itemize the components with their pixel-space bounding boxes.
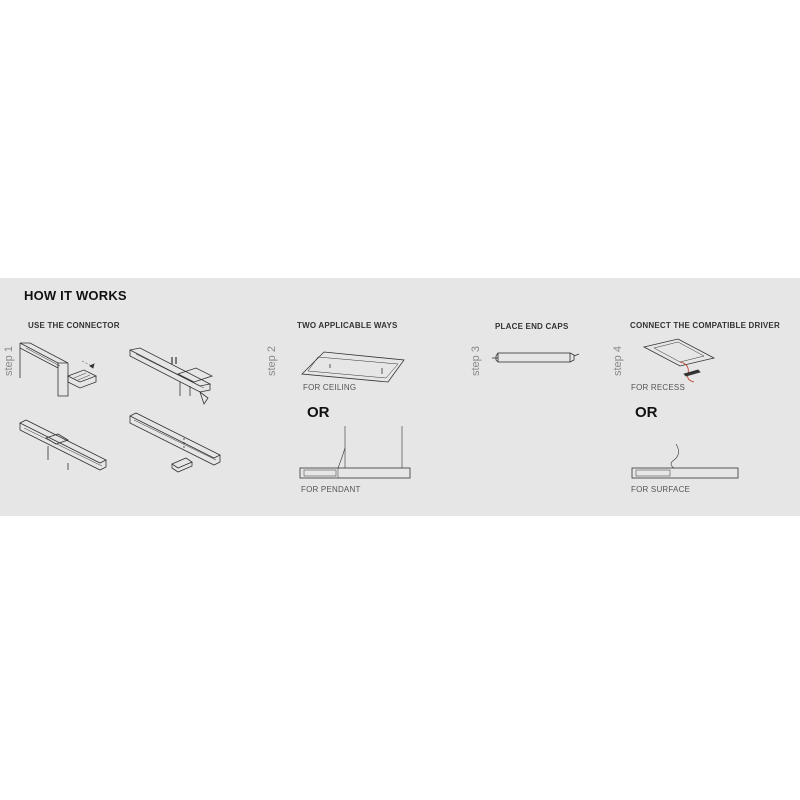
step1-heading: USE THE CONNECTOR: [28, 321, 120, 330]
pendant-fixture-illustration: [300, 426, 410, 478]
connector-profile-illustration-1: [20, 343, 68, 396]
step3-heading: PLACE END CAPS: [495, 322, 569, 331]
recess-driver-illustration: [644, 339, 714, 382]
step2-heading: TWO APPLICABLE WAYS: [297, 321, 398, 330]
end-caps-illustration: [492, 353, 579, 362]
step4-heading: CONNECT THE COMPATIBLE DRIVER: [630, 321, 780, 330]
how-it-works-panel: [0, 278, 800, 516]
connector-piece-icon-1: [68, 361, 96, 388]
connector-profile-illustration-4: [130, 413, 220, 472]
step2-or-text: OR: [307, 404, 330, 421]
for-ceiling-caption: FOR CEILING: [303, 383, 357, 392]
step3-label: step 3: [470, 346, 482, 376]
connector-profile-illustration-2: [130, 348, 212, 404]
step4-label: step 4: [612, 346, 624, 376]
for-pendant-caption: FOR PENDANT: [301, 485, 361, 494]
for-surface-caption: FOR SURFACE: [631, 485, 691, 494]
step4-or-text: OR: [635, 404, 658, 421]
step1-label: step 1: [3, 346, 15, 376]
for-recess-caption: FOR RECESS: [631, 383, 686, 392]
step2-label: step 2: [266, 346, 278, 376]
surface-driver-illustration: [632, 444, 738, 478]
connector-profile-illustration-3: [20, 420, 106, 470]
illustrations: [0, 278, 800, 516]
panel-title: HOW IT WORKS: [24, 288, 127, 303]
ceiling-panel-illustration: [302, 352, 404, 382]
